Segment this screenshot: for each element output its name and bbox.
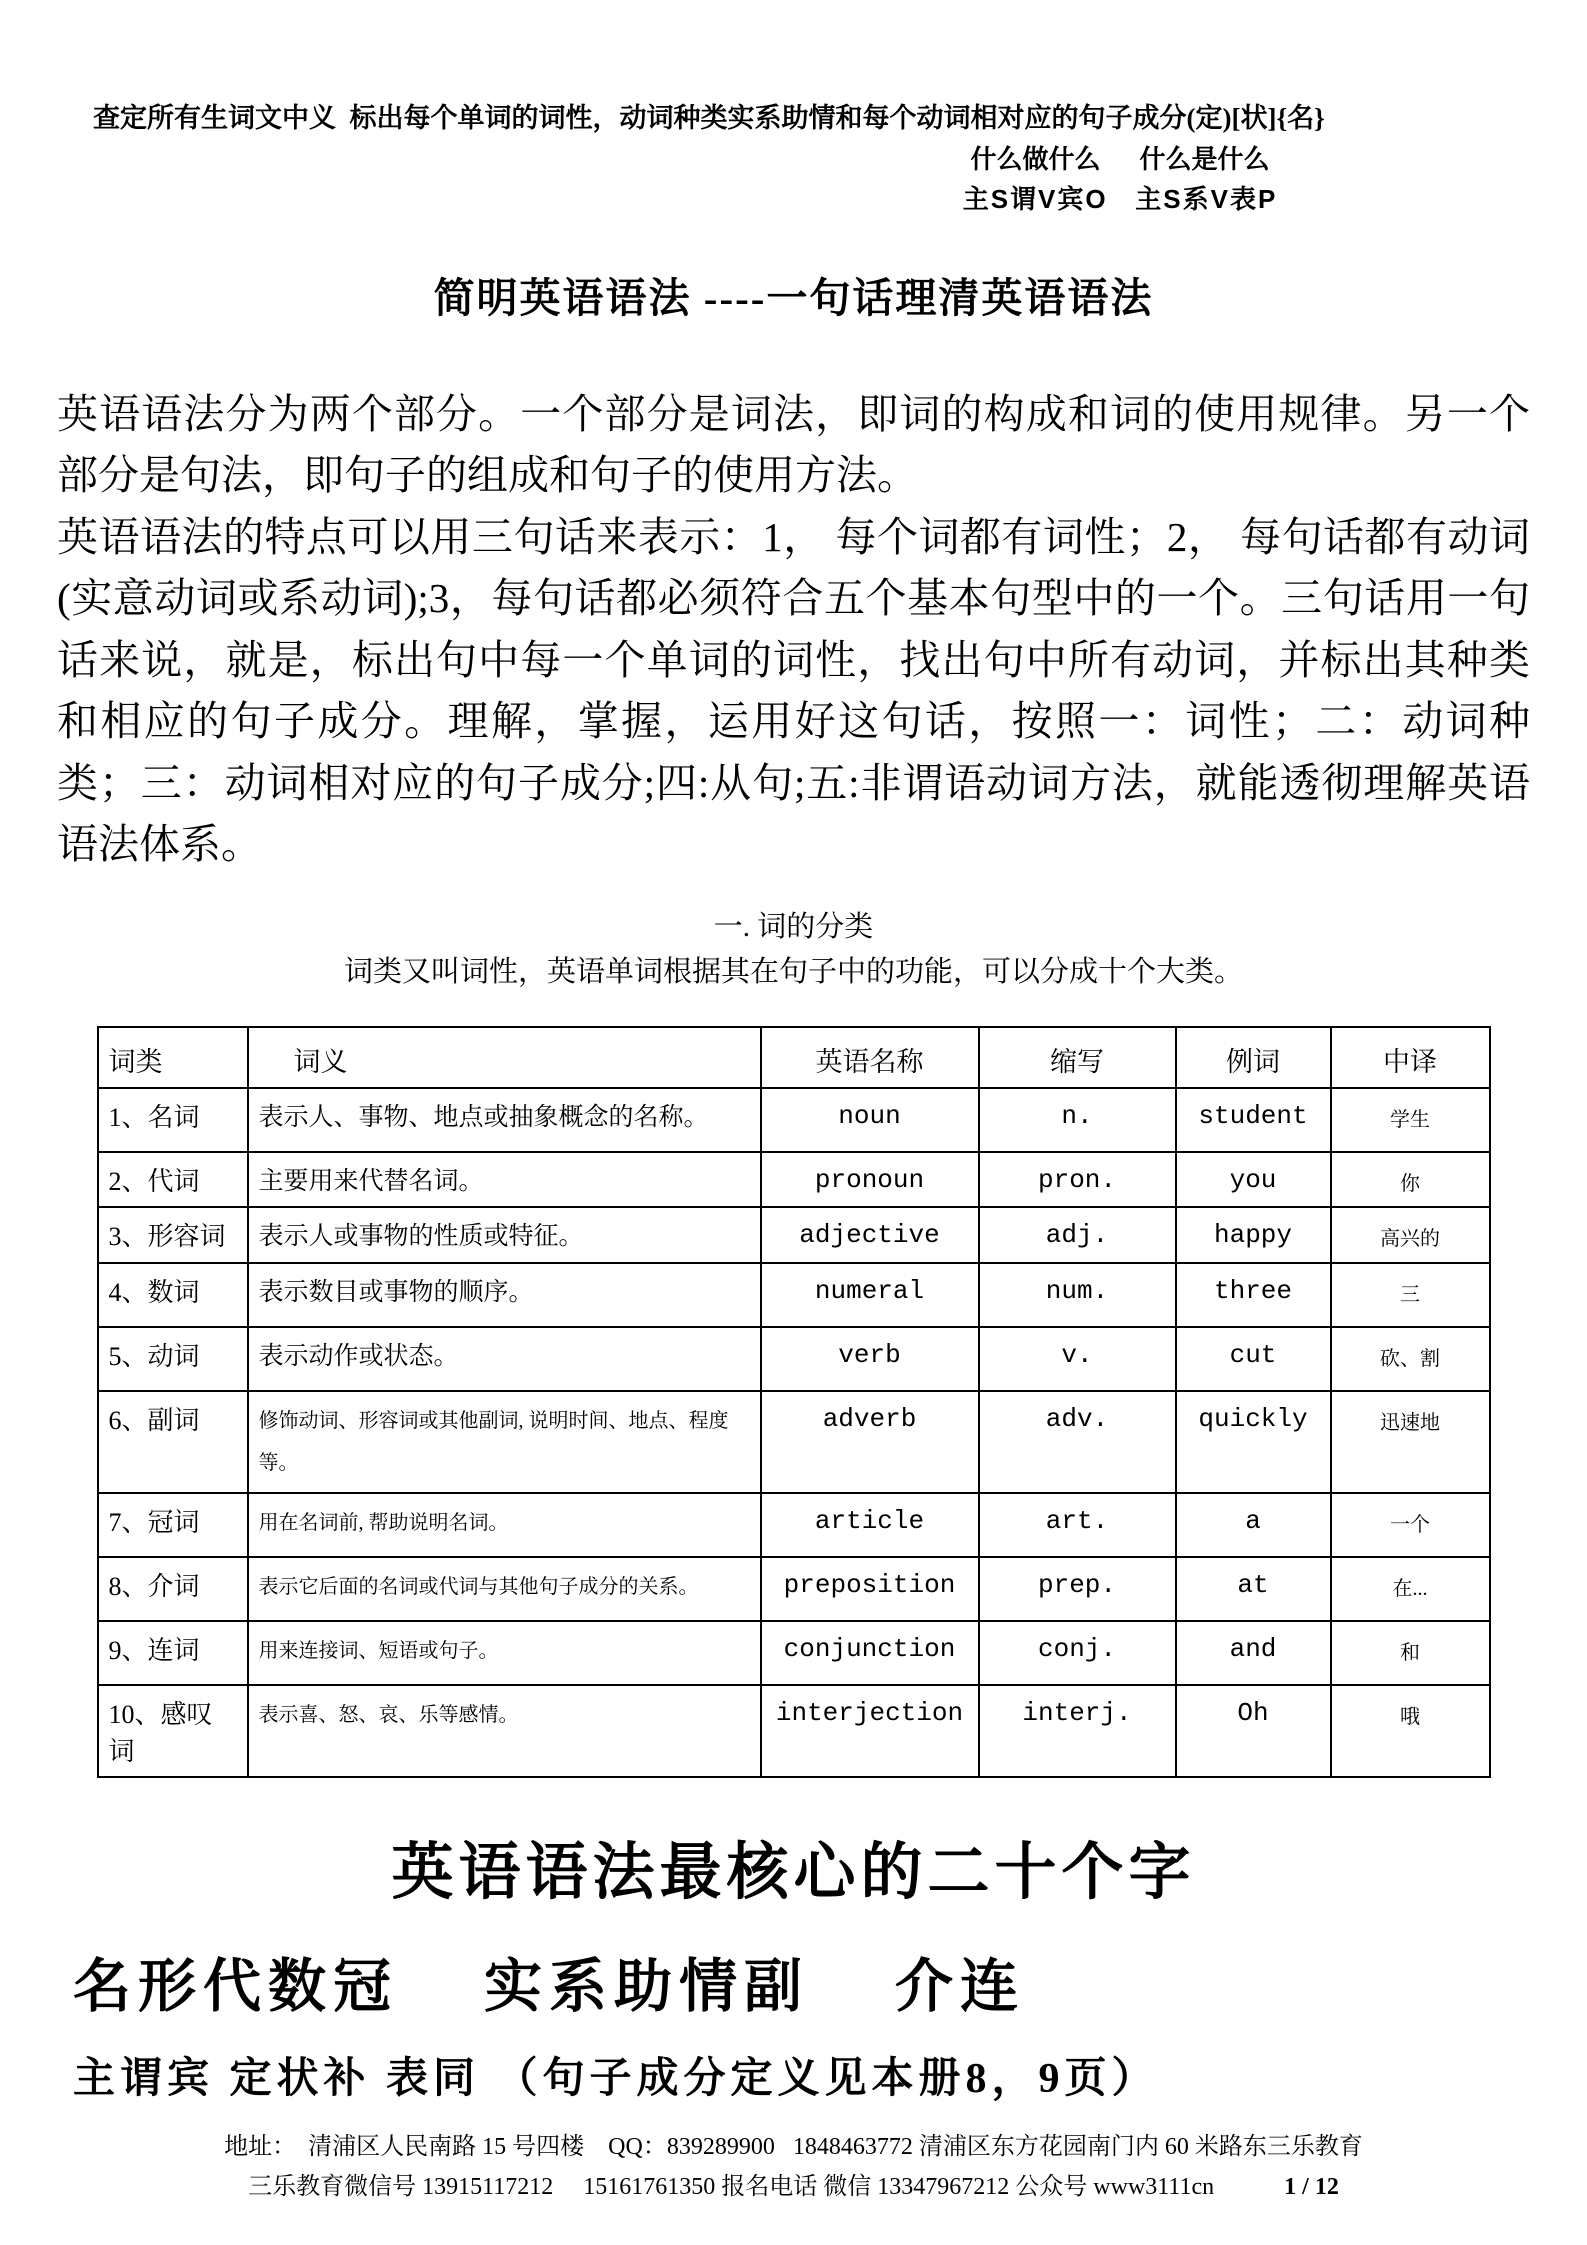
cell-abbreviation: adj.: [979, 1207, 1176, 1263]
cell-translation: 高兴的: [1331, 1207, 1490, 1263]
cell-translation: 学生: [1331, 1088, 1490, 1152]
core-heading: 英语语法最核心的二十个字: [391, 1838, 1196, 1907]
cell-english-name: preposition: [761, 1557, 979, 1621]
cell-category: 6、副词: [98, 1391, 248, 1493]
cell-abbreviation: v.: [979, 1327, 1176, 1391]
cell-english-name: pronoun: [761, 1152, 979, 1207]
cell-english-name: noun: [761, 1088, 979, 1152]
cell-english-name: interjection: [761, 1685, 979, 1777]
cell-translation: 三: [1331, 1263, 1490, 1327]
footer-address-line: 地址： 清浦区人民南路 15 号四楼 QQ：839289900 1848463772 清浦区东方花园南门内 60 米路东三乐教育: [224, 2133, 1363, 2160]
cell-definition: 表示它后面的名词或代词与其他句子成分的关系。: [248, 1557, 761, 1621]
cell-abbreviation: art.: [979, 1493, 1176, 1557]
cell-definition: 表示人或事物的性质或特征。: [248, 1207, 761, 1263]
table-row: [98, 1088, 1490, 1152]
intro-paragraph-2: 英语语法的特点可以用三句话来表示：1， 每个词都有词性；2， 每句话都有动词(实意动词或系动词);3，每句话都必须符合五个基本句型中的一个。三句话用一句话来说，就是，标出句中每一个单词的词性，找出句中所有动词，并标出其种类和相应的句子成分。理解，掌握，运用好这句话，按照一：词性；二：动词种类；三：动词相对应的句子成分;四:从句;五:非谓语动词方法，就能透彻理解英语语法体系。: [57, 513, 1530, 868]
col-header-definition: 词义: [248, 1027, 761, 1088]
col-header-english-name: 英语名称: [761, 1027, 979, 1088]
cell-definition: 用来连接词、短语或句子。: [248, 1621, 761, 1685]
cell-example: student: [1176, 1088, 1331, 1152]
col-header-example: 例词: [1176, 1027, 1331, 1088]
table-header-row: [98, 1027, 1490, 1088]
section-heading: 一. 词的分类: [713, 910, 874, 943]
table-row: [98, 1207, 1490, 1263]
cell-category: 8、介词: [98, 1557, 248, 1621]
cell-example: and: [1176, 1621, 1331, 1685]
cell-translation: 砍、割: [1331, 1327, 1490, 1391]
cell-example: happy: [1176, 1207, 1331, 1263]
cell-definition: 修饰动词、形容词或其他副词, 说明时间、地点、程度等。: [248, 1391, 761, 1493]
cell-abbreviation: adv.: [979, 1391, 1176, 1493]
intro-text: [57, 384, 1530, 876]
page-title: 简明英语语法 ----一句话理清英语语法: [433, 274, 1154, 321]
cell-translation: 哦: [1331, 1685, 1490, 1777]
cell-category: 4、数词: [98, 1263, 248, 1327]
footer-contact-line: [57, 2171, 1530, 2205]
cell-category: 7、冠词: [98, 1493, 248, 1557]
cell-category: 9、连词: [98, 1621, 248, 1685]
cell-example: you: [1176, 1152, 1331, 1207]
cell-abbreviation: num.: [979, 1263, 1176, 1327]
table-row: [98, 1263, 1490, 1327]
table-row: [98, 1493, 1490, 1557]
page-number: 1 / 12: [1284, 2173, 1339, 2200]
cell-definition: 主要用来代替名词。: [248, 1152, 761, 1207]
cell-abbreviation: n.: [979, 1088, 1176, 1152]
top-annotation-line2: 什么做什么 什么是什么: [970, 144, 1270, 174]
top-annotation-right: [830, 142, 1410, 217]
cell-english-name: numeral: [761, 1263, 979, 1327]
cell-example: cut: [1176, 1327, 1331, 1391]
cell-translation: 一个: [1331, 1493, 1490, 1557]
cell-example: quickly: [1176, 1391, 1331, 1493]
cell-english-name: conjunction: [761, 1621, 979, 1685]
cell-translation: 你: [1331, 1152, 1490, 1207]
table-row: [98, 1621, 1490, 1685]
footer-contact-text: 三乐教育微信号 13915117212 15161761350 报名电话 微信 13347967212 公众号 www3111cn: [248, 2173, 1215, 2200]
table-row: [98, 1327, 1490, 1391]
cell-category: 2、代词: [98, 1152, 248, 1207]
cell-example: three: [1176, 1263, 1331, 1327]
table-row: [98, 1391, 1490, 1493]
cell-abbreviation: prep.: [979, 1557, 1176, 1621]
top-annotation-line3: 主S谓V宾O 主S系V表P: [962, 183, 1278, 214]
intro-paragraph-1: 英语语法分为两个部分。一个部分是词法，即词的构成和词的使用规律。另一个部分是句法，即句子的组成和句子的使用方法。: [57, 390, 1530, 499]
cell-category: 5、动词: [98, 1327, 248, 1391]
cell-example: Oh: [1176, 1685, 1331, 1777]
cell-abbreviation: interj.: [979, 1685, 1176, 1777]
col-header-abbreviation: 缩写: [979, 1027, 1176, 1088]
cell-category: 1、名词: [98, 1088, 248, 1152]
cell-translation: 迅速地: [1331, 1391, 1490, 1493]
page-footer: [57, 2131, 1530, 2204]
table-row: [98, 1557, 1490, 1621]
cell-translation: 和: [1331, 1621, 1490, 1685]
cell-category: 10、感叹词: [98, 1685, 248, 1777]
cell-abbreviation: pron.: [979, 1152, 1176, 1207]
cell-english-name: adverb: [761, 1391, 979, 1493]
cell-example: a: [1176, 1493, 1331, 1557]
top-annotation-line1: 查定所有生词文中义 标出每个单词的词性，动词种类实系助情和每个动词相对应的句子成分(定)[状]{名}: [93, 103, 1325, 133]
cell-english-name: article: [761, 1493, 979, 1557]
core-sentence-elements-line: 主谓宾 定状补 表同 （句子成分定义见本册8，9页）: [73, 2055, 1159, 2102]
core-twenty-words-line: 名形代数冠 实系助情副 介连: [73, 1953, 1026, 2019]
cell-category: 3、形容词: [98, 1207, 248, 1263]
parts-of-speech-table: [97, 1026, 1491, 1778]
cell-definition: 表示数目或事物的顺序。: [248, 1263, 761, 1327]
cell-english-name: verb: [761, 1327, 979, 1391]
cell-translation: 在...: [1331, 1557, 1490, 1621]
table-row: [98, 1685, 1490, 1777]
table-row: [98, 1152, 1490, 1207]
cell-definition: 表示人、事物、地点或抽象概念的名称。: [248, 1088, 761, 1152]
cell-abbreviation: conj.: [979, 1621, 1176, 1685]
cell-example: at: [1176, 1557, 1331, 1621]
col-header-translation: 中译: [1331, 1027, 1490, 1088]
cell-english-name: adjective: [761, 1207, 979, 1263]
section-subtitle: 词类又叫词性，英语单词根据其在句子中的功能，可以分成十个大类。: [343, 955, 1243, 988]
col-header-category: 词类: [98, 1027, 248, 1088]
cell-definition: 表示喜、怒、哀、乐等感情。: [248, 1685, 761, 1777]
cell-definition: 表示动作或状态。: [248, 1327, 761, 1391]
cell-definition: 用在名词前, 帮助说明名词。: [248, 1493, 761, 1557]
